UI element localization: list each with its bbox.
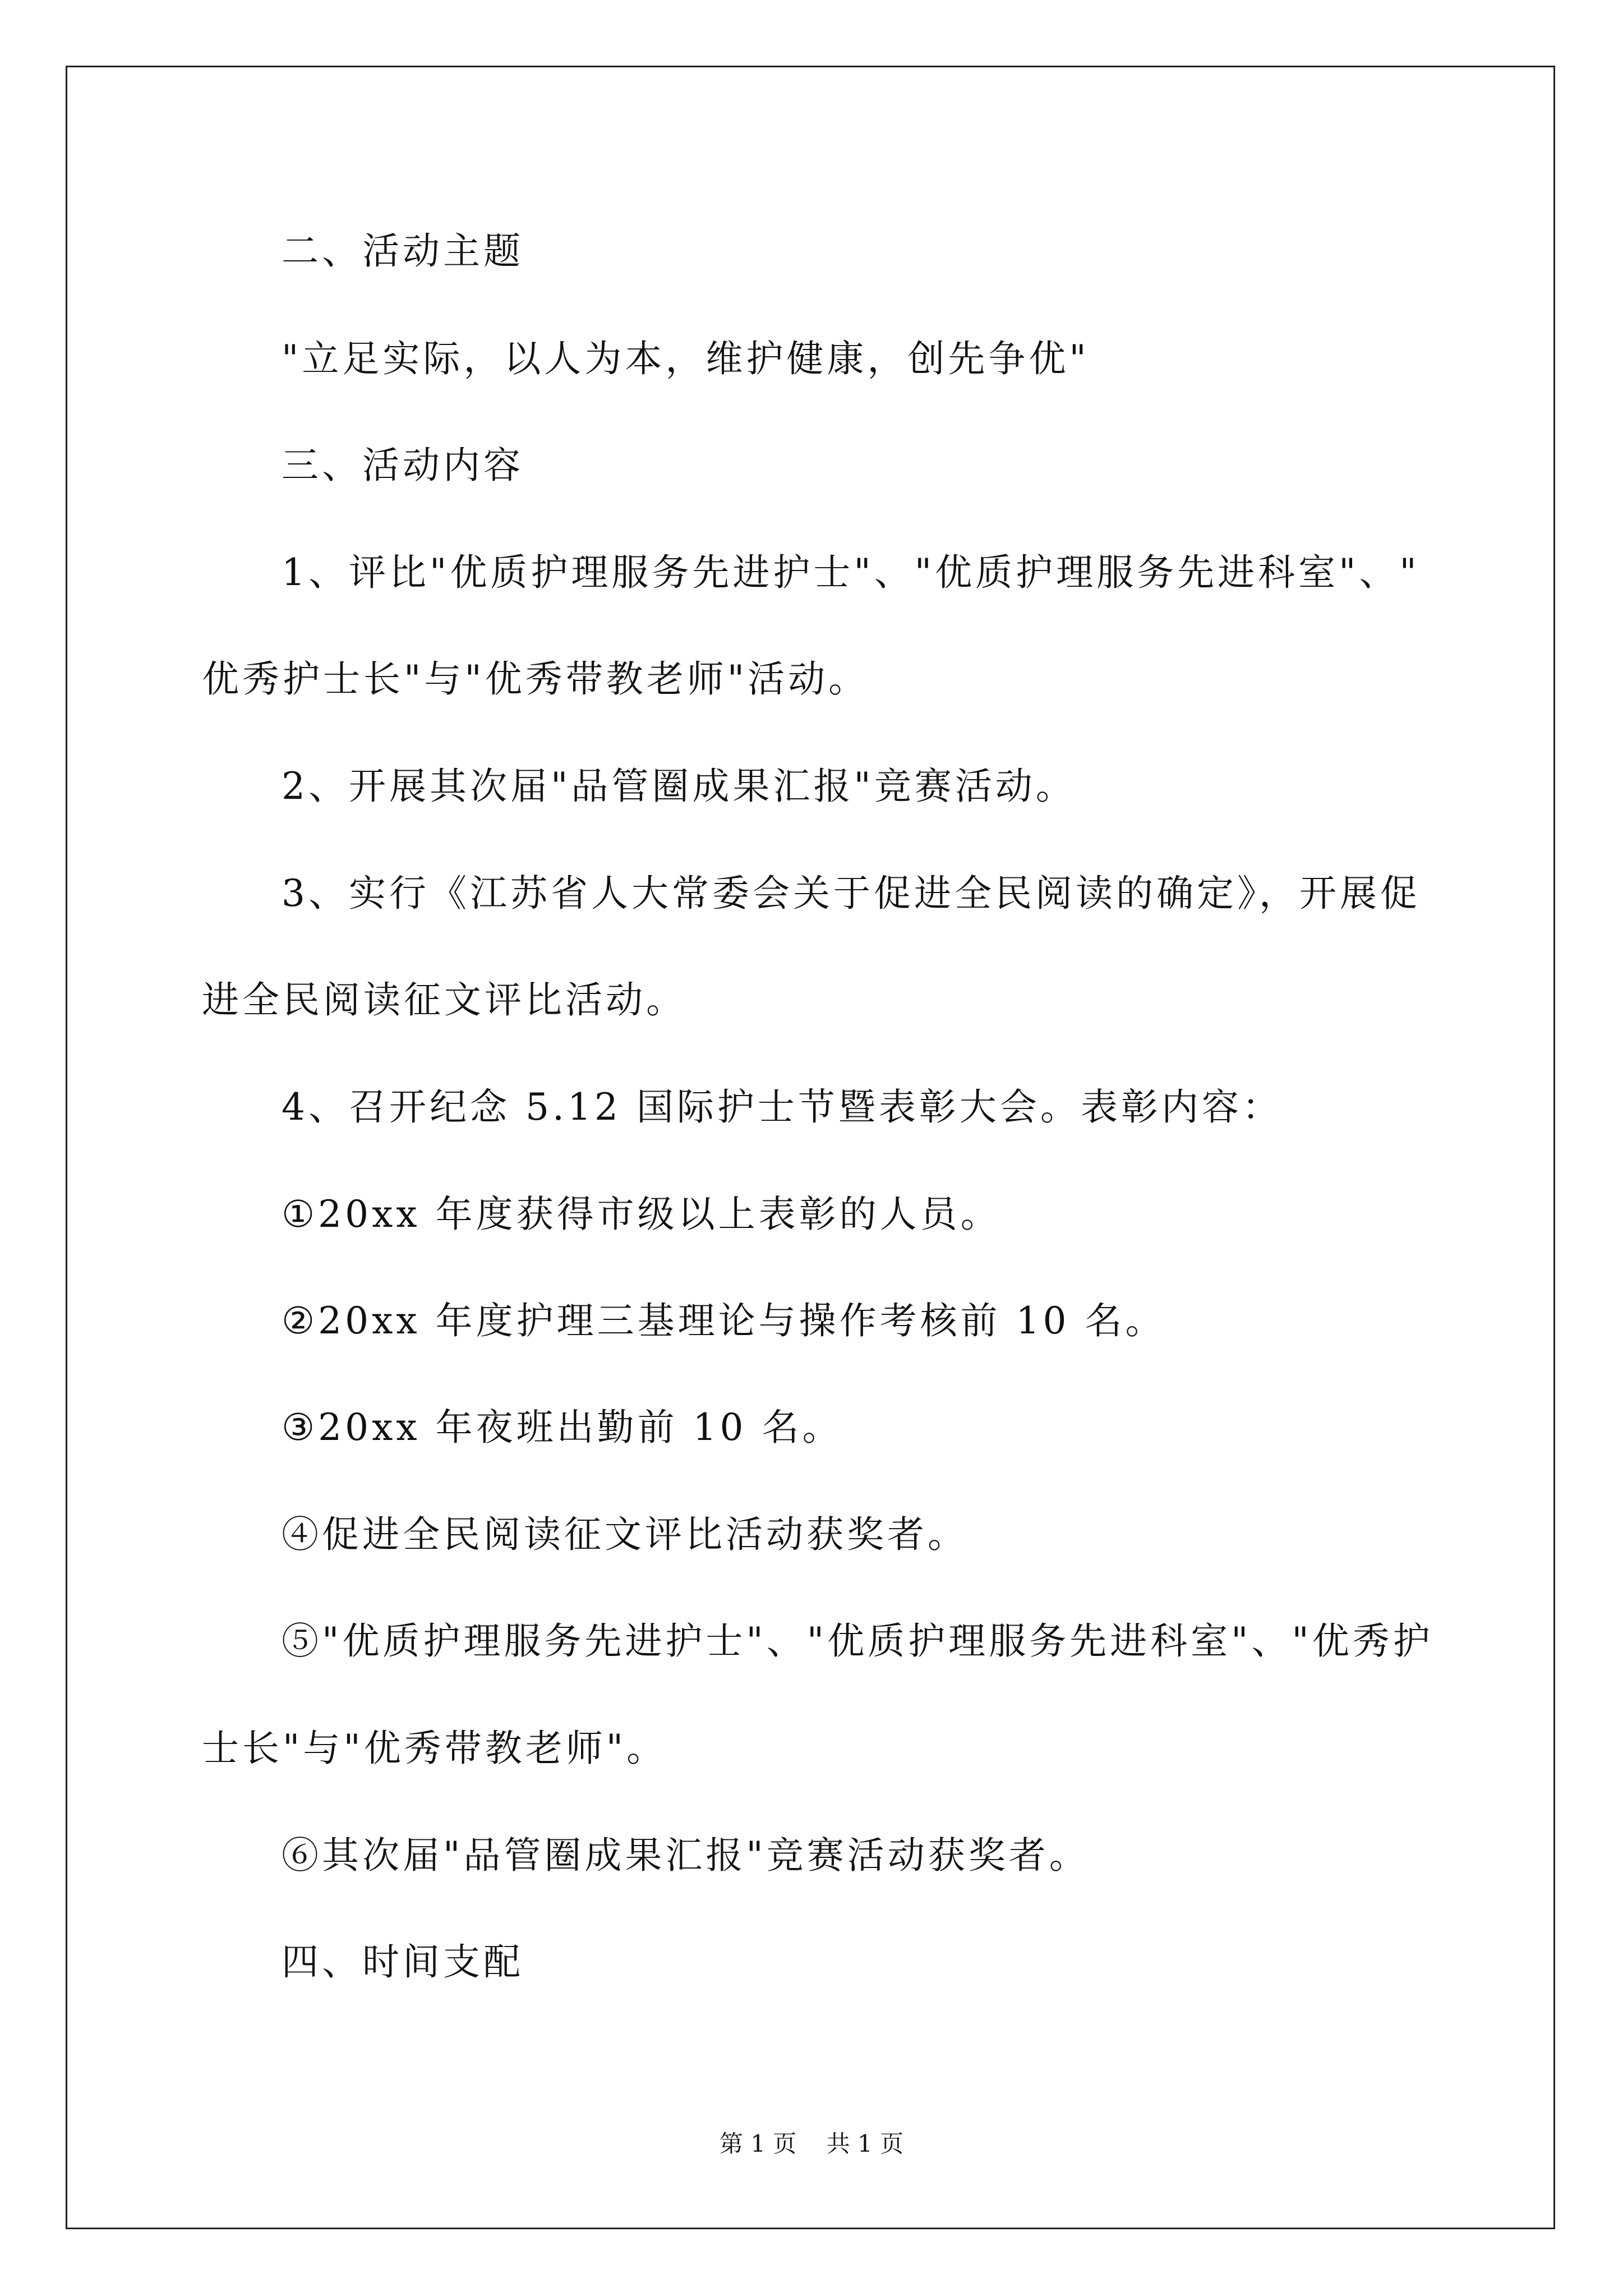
page-number-footer: 第 1 页 共 1 页: [719, 2130, 904, 2157]
content-item-1-line-2: 优秀护士长"与"优秀带教老师"活动。: [202, 657, 869, 701]
section-heading-activity-content: 三、活动内容: [282, 444, 524, 487]
content-item-3-line-2: 进全民阅读征文评比活动。: [202, 978, 686, 1022]
award-item-5-line-1: ⑤"优质护理服务先进护士"、"优质护理服务先进科室"、"优秀护: [282, 1619, 1433, 1663]
section-heading-activity-theme: 二、活动主题: [282, 229, 524, 273]
award-item-4: ④促进全民阅读征文评比活动获奖者。: [282, 1513, 968, 1556]
award-item-2: ②20xx 年度护理三基理论与操作考核前 10 名。: [282, 1299, 1166, 1342]
content-item-1-line-1: 1、评比"优质护理服务先进护士"、"优质护理服务先进科室"、": [282, 551, 1420, 594]
content-item-3-line-1: 3、实行《江苏省人大常委会关于促进全民阅读的确定》，开展促: [282, 872, 1421, 915]
award-item-5-line-2: 士长"与"优秀带教老师"。: [202, 1727, 667, 1770]
content-item-4: 4、召开纪念 5.12 国际护士节暨表彰大会。表彰内容：: [282, 1085, 1283, 1129]
content-item-2: 2、开展其次届"品管圈成果汇报"竞赛活动。: [282, 765, 1076, 808]
award-item-1: ①20xx 年度获得市级以上表彰的人员。: [282, 1193, 1001, 1236]
page-border: [66, 66, 1555, 2229]
activity-theme-text: "立足实际，以人为本，维护健康，创先争优": [282, 337, 1090, 380]
award-item-6: ⑥其次届"品管圈成果汇报"竞赛活动获奖者。: [282, 1834, 1090, 1877]
section-heading-time-schedule: 四、时间支配: [282, 1940, 524, 1984]
award-item-3: ③20xx 年夜班出勤前 10 名。: [282, 1406, 843, 1449]
